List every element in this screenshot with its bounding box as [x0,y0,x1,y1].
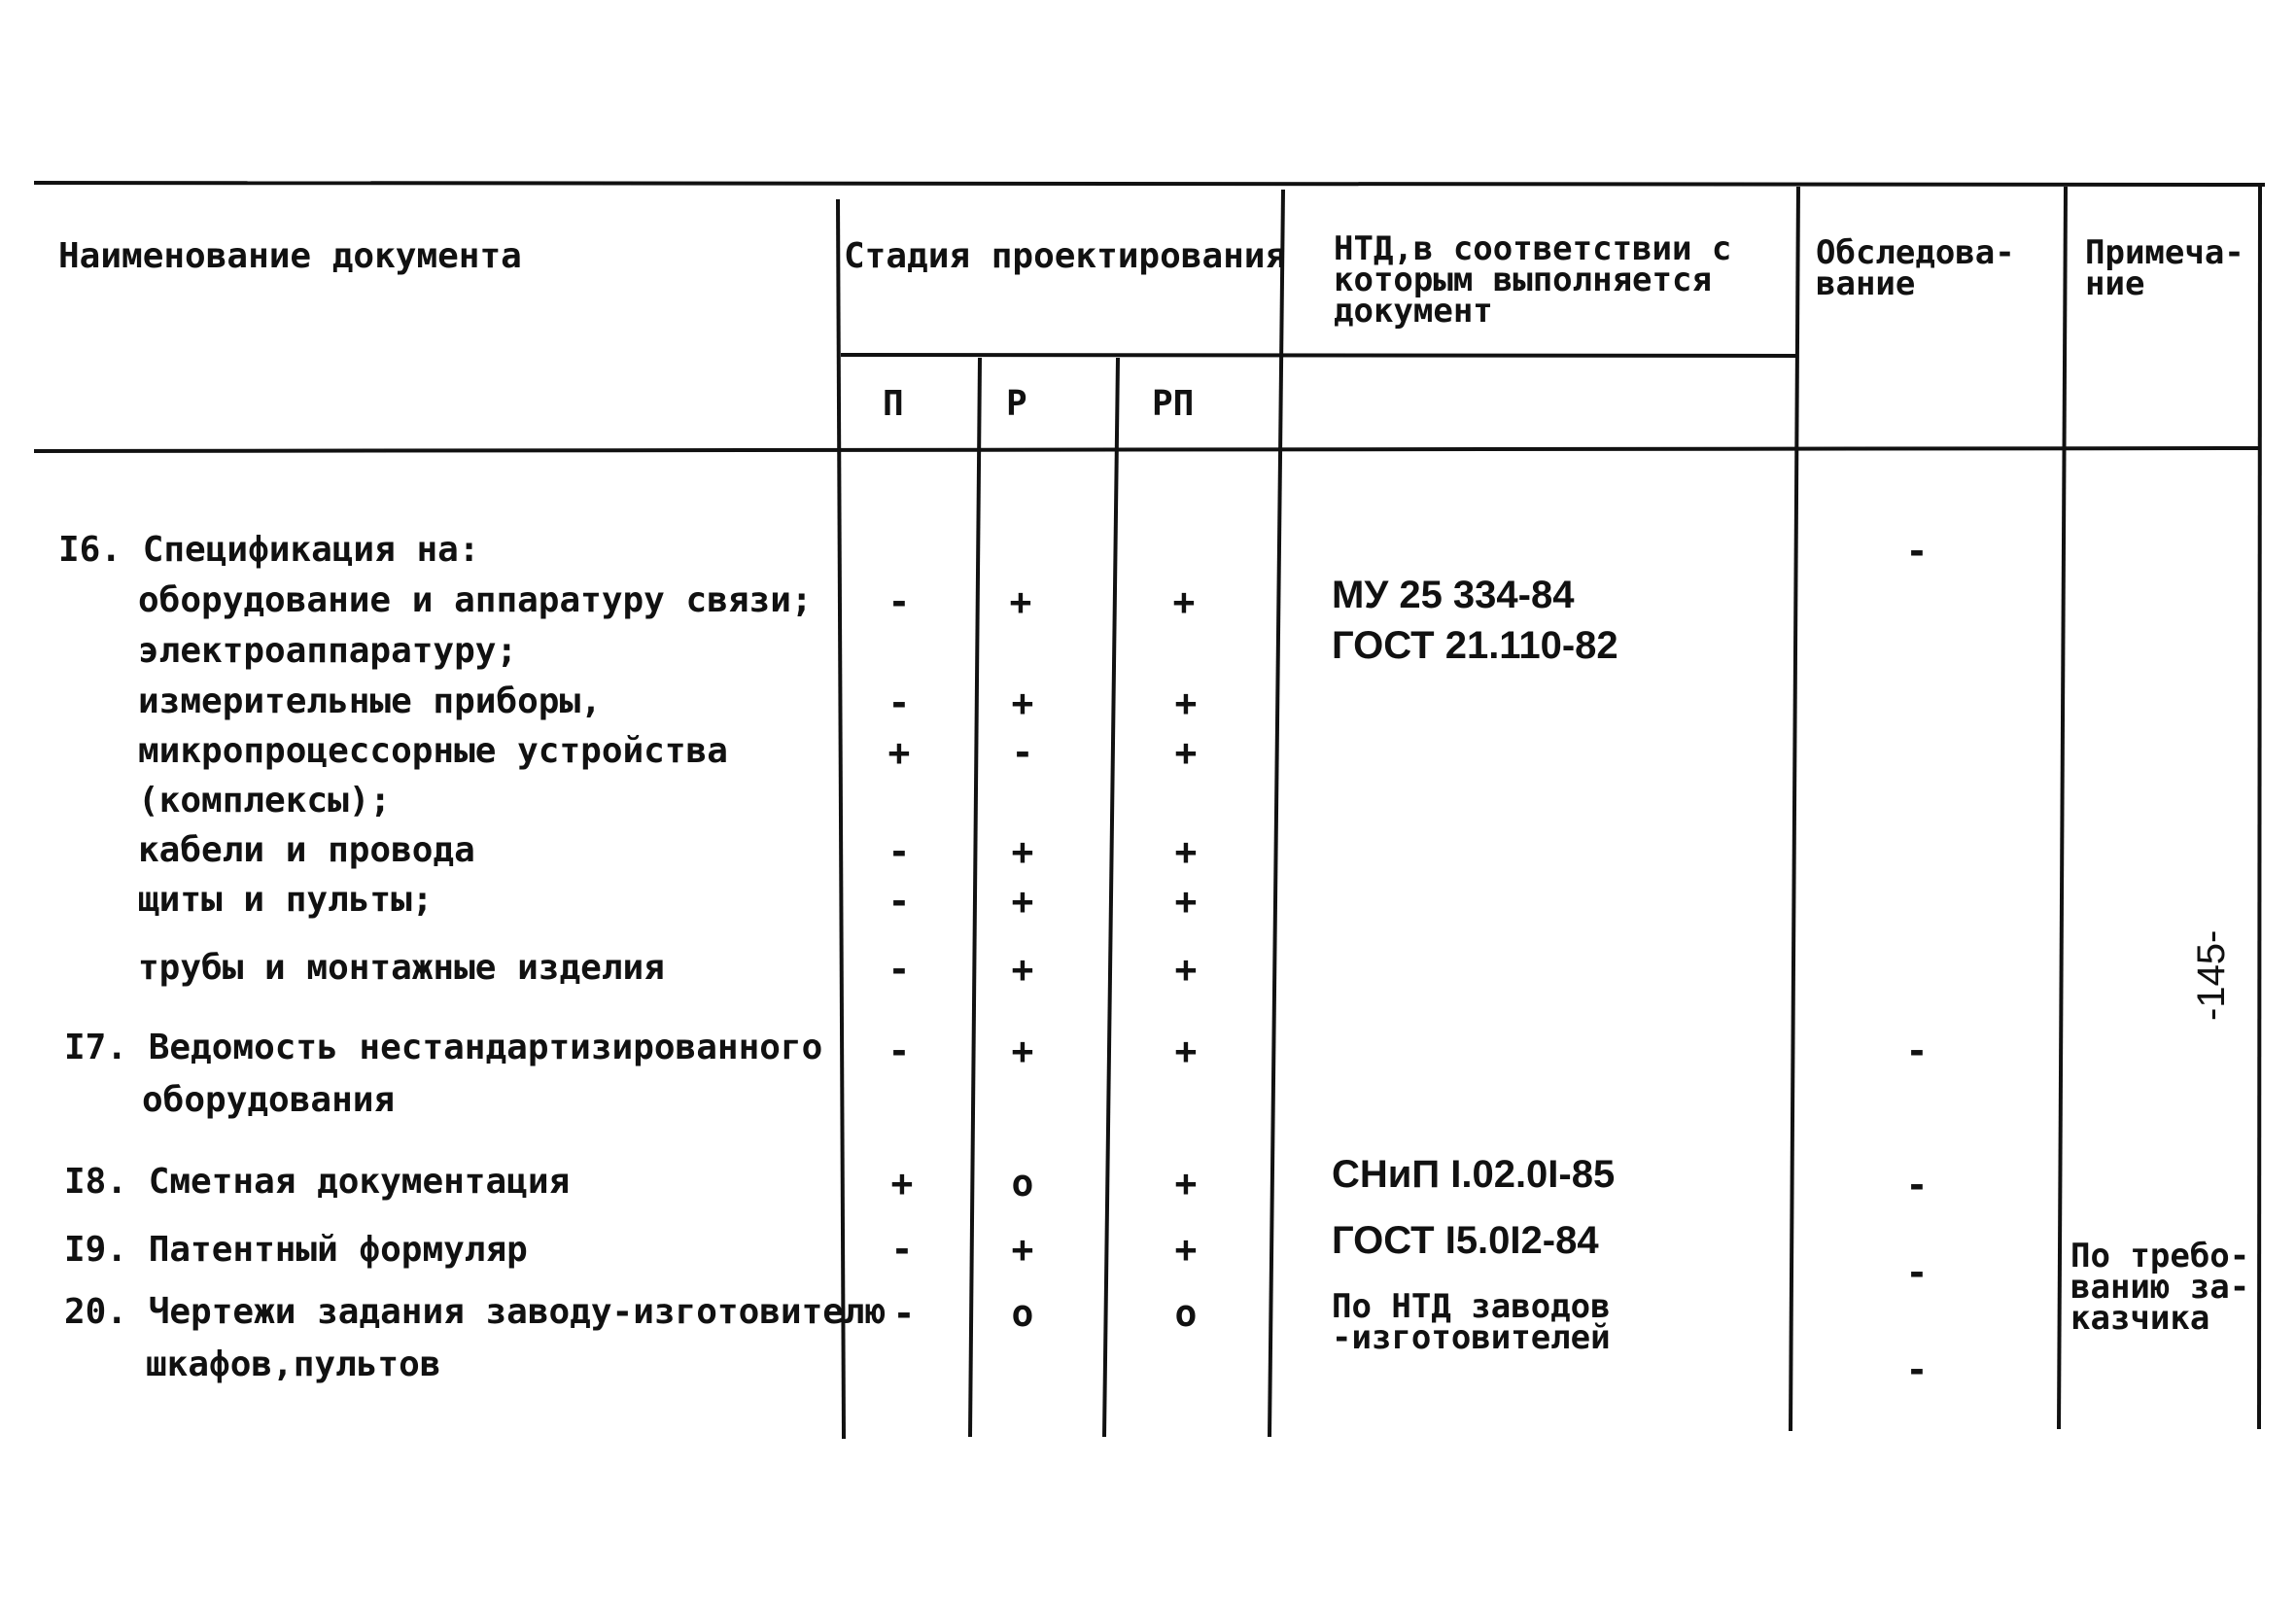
mark-rp: + [1174,681,1198,724]
col-divider-name [838,199,844,1439]
mark-rp: + [1174,731,1198,774]
mark-r: + [1011,880,1034,923]
mark-r: + [1011,1228,1034,1271]
ntd-reference: ГОСТ 21.110-82 [1332,624,1618,667]
mark-r: о [1011,1292,1034,1335]
mark-r: + [1011,948,1034,991]
row-16-item: электроаппаратуру; [138,631,518,671]
stage-subheader-rule [841,355,1798,356]
header-stage-p: П [883,384,904,424]
header-design-stage: Стадия проектирования [844,236,1287,276]
mark-p: - [890,1228,914,1271]
mark-p: + [890,1162,914,1205]
row-17-title-cont: оборудования [142,1080,396,1120]
mark-survey: - [1905,1251,1929,1294]
mark-p: - [887,681,911,724]
row-16-item: измерительные приборы, [138,681,602,721]
row-16-item: кабели и провода [138,830,475,870]
mark-p: - [887,880,911,923]
mark-rp: + [1174,1162,1198,1205]
mark-r: - [1011,731,1034,774]
row-16-item: оборудование и аппаратуру связи; [138,580,813,620]
mark-rp: + [1174,1228,1198,1271]
row-20-title-cont: шкафов,пультов [146,1345,441,1384]
mark-survey: - [1905,1030,1929,1072]
mark-r: + [1011,681,1034,724]
row-19-title: I9. Патентный формуляр [64,1230,528,1270]
mark-r: + [1009,580,1032,623]
mark-rp: + [1174,948,1198,991]
col-divider-ntd [1791,187,1798,1431]
mark-rp: + [1174,830,1198,873]
header-document-name: Наименование документа [58,236,522,276]
mark-r: + [1011,1030,1034,1072]
header-ntd: НТД,в соответствии с которым выполняется документ [1334,229,1732,331]
row-16-title: I6. Спецификация на: [58,530,480,570]
col-divider-r [1104,358,1118,1437]
header-note: Примеча- ние [2085,233,2244,303]
table-top-rule [34,183,2265,185]
col-divider-rp [1270,190,1283,1437]
mark-p: - [892,1292,916,1335]
row-18-title: I8. Сметная документация [64,1162,571,1202]
ntd-reference: ГОСТ I5.0I2-84 [1332,1219,1599,1262]
mark-rp: о [1174,1292,1198,1335]
header-stage-r: Р [1006,384,1027,424]
row-16-item: щиты и пульты; [138,880,434,920]
header-bottom-rule [34,448,2260,451]
col-divider-p [970,358,980,1437]
header-survey: Обследова- вание [1816,233,2015,303]
col-divider-right [2259,187,2260,1429]
ntd-reference: МУ 25 334-84 [1332,574,1575,616]
mark-survey: - [1905,1348,1929,1391]
row-16-item: микропроцессорные устройства [138,731,728,771]
mark-p: - [887,948,911,991]
col-divider-survey [2059,187,2066,1429]
ntd-reference: По НТД заводов -изготовителей [1332,1287,1611,1357]
mark-r: о [1011,1162,1034,1205]
mark-rp: + [1174,1030,1198,1072]
row-16-item: трубы и монтажные изделия [138,948,665,988]
mark-p: - [887,1030,911,1072]
mark-p: + [887,731,911,774]
mark-survey: - [1905,530,1929,573]
mark-rp: + [1174,880,1198,923]
mark-p: - [887,830,911,873]
row-17-title: I7. Ведомость нестандартизированного [64,1028,823,1067]
row-16-item: (комплексы); [138,781,392,821]
mark-r: + [1011,830,1034,873]
page-number: -145- [2190,929,2233,1021]
row-20-title: 20. Чертежи задания заводу-изготовителю [64,1292,887,1332]
mark-p: - [887,580,911,623]
note-on-request: По требо- ванию за- казчика [2070,1237,2250,1338]
mark-survey: - [1905,1164,1929,1206]
mark-rp: + [1172,580,1196,623]
ntd-reference: СНиП I.02.0I-85 [1332,1153,1616,1196]
header-stage-rp: РП [1152,384,1195,424]
